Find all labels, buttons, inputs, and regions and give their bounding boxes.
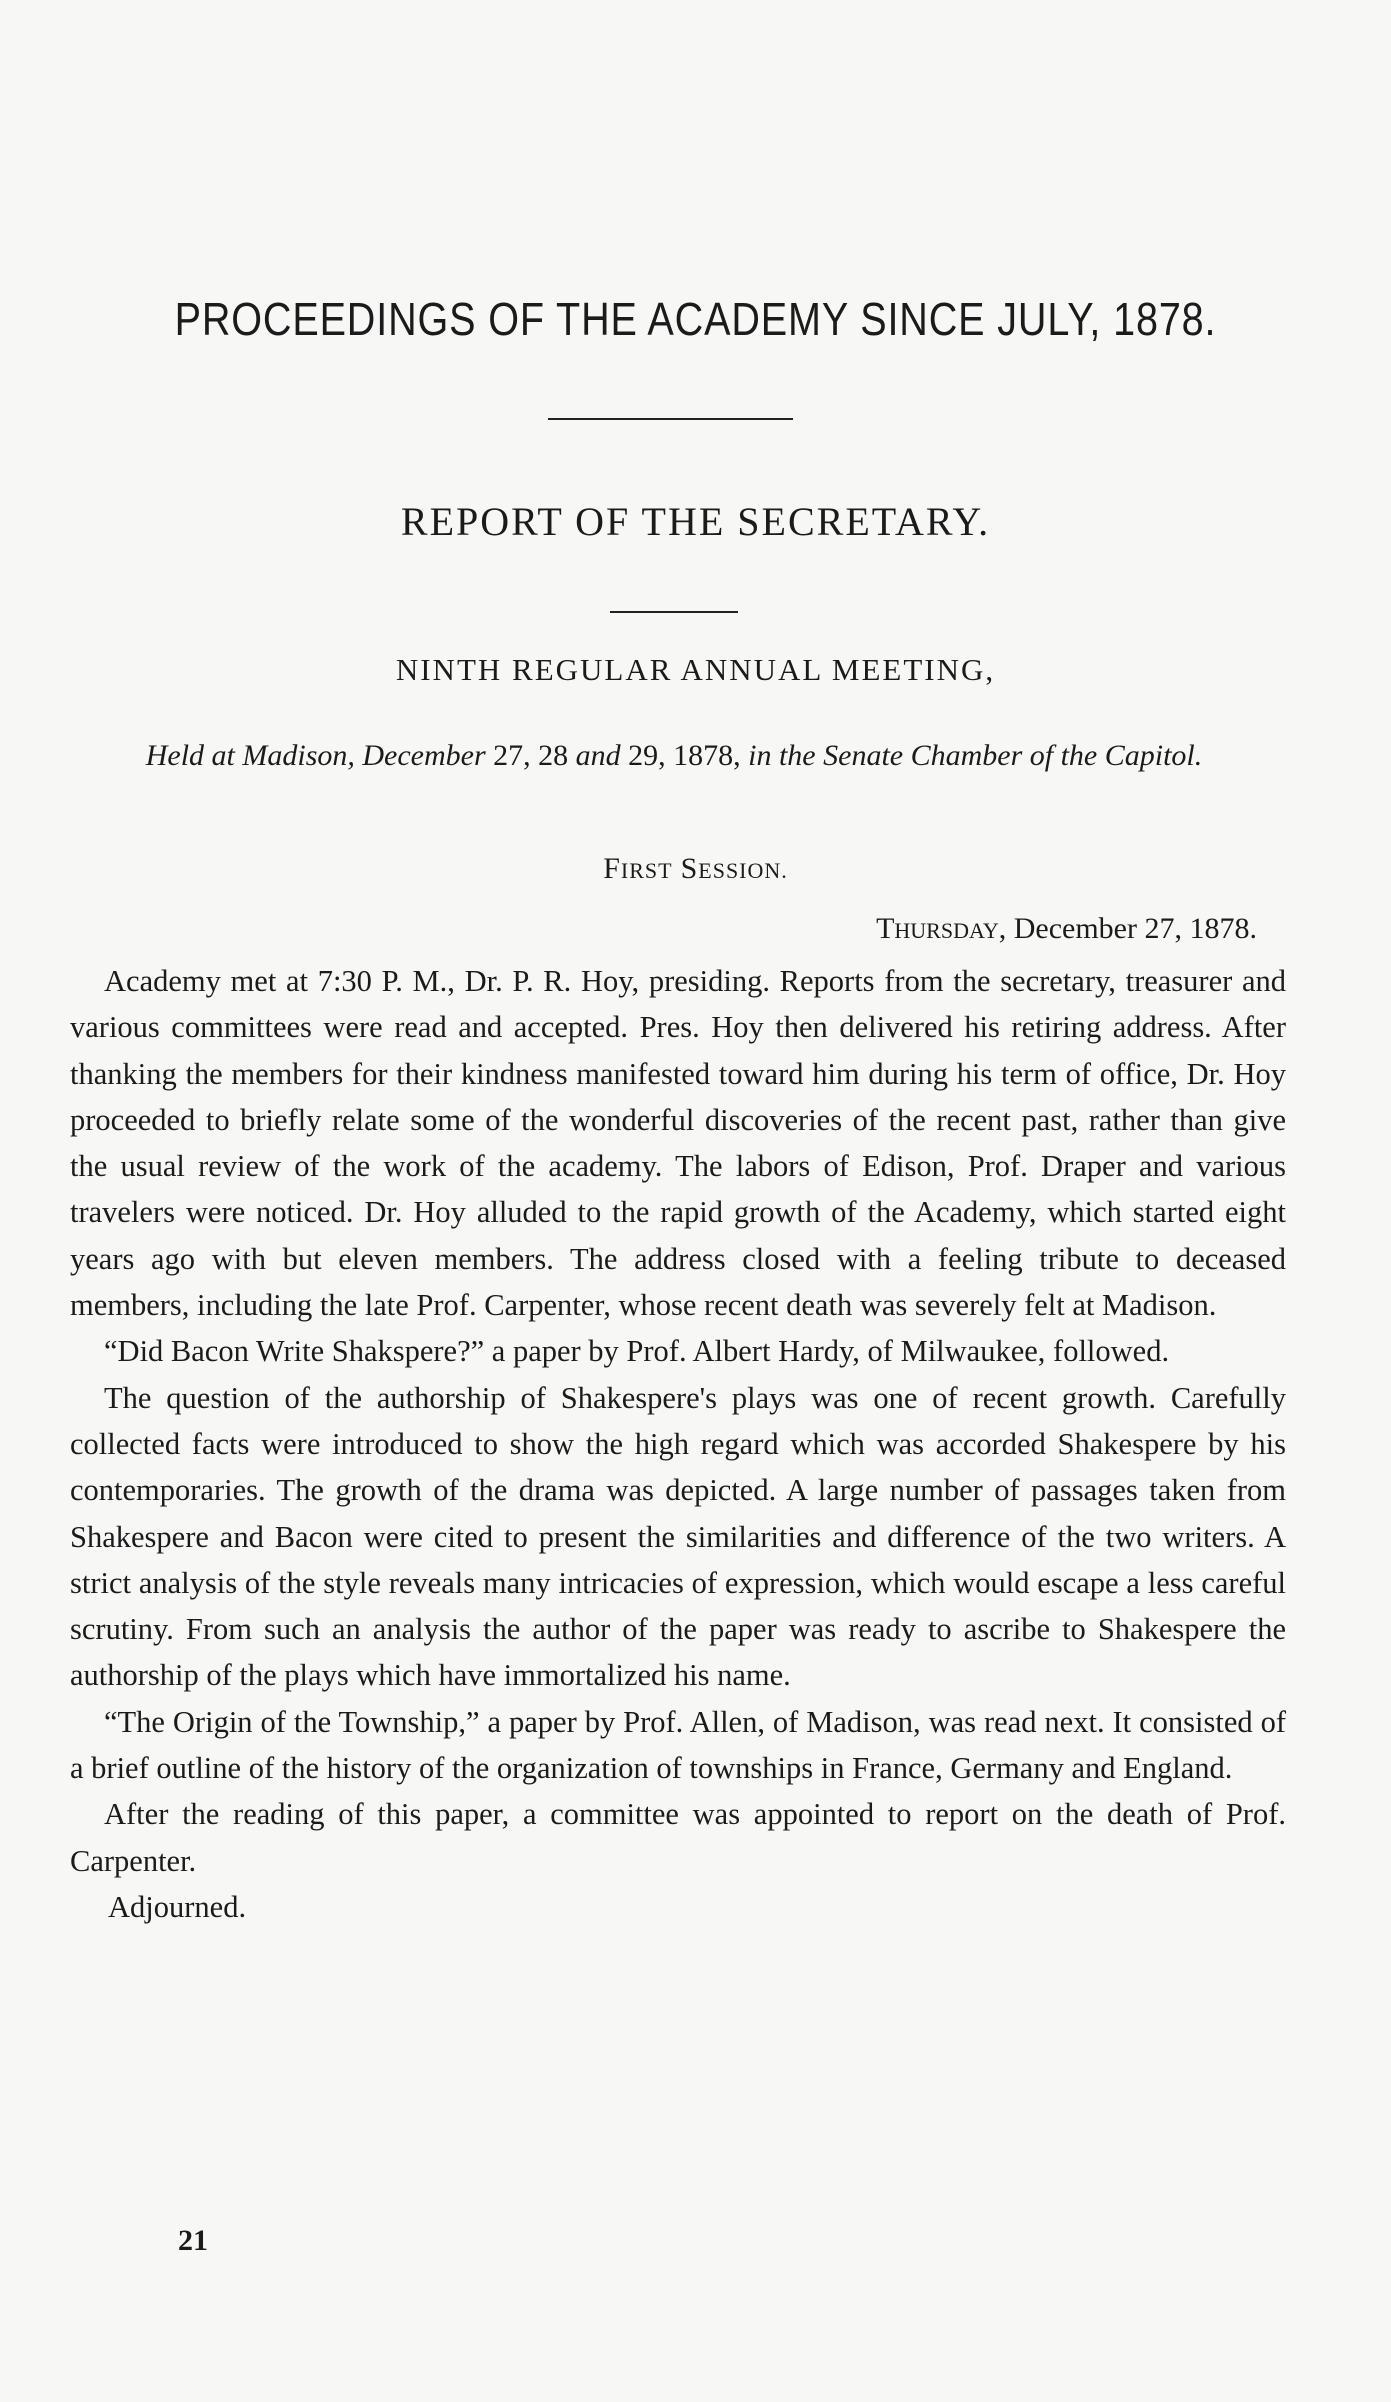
- meeting-location: [64, 734, 1284, 778]
- session-first-rest: IRST: [620, 858, 673, 883]
- session-session-cap: S: [680, 852, 699, 885]
- meeting-heading: NINTH REGULAR ANNUAL MEETING,: [395, 652, 996, 687]
- section-heading: REPORT OF THE SECRETARY.: [400, 499, 991, 544]
- report-body: [70, 958, 1286, 1930]
- session-first-cap: F: [603, 852, 621, 885]
- paragraph-opening: Academy met at 7:30 P. M., Dr. P. R. Hoy, presiding. Reports from the secretary, treasurer and various committees were read and accepted. Pres. Hoy then delivered his retiring address. After thanking the members for their kindness manifested toward him during his term of office, Dr. Hoy proceeded to briefly relate some of the wonderful discoveries of the recent past, rather than give the usual review of the work of the academy. The labors of Edison, Prof. Draper and various travelers were noticed. Dr. Hoy alluded to the rapid growth of the Academy, which started eight years ago with but eleven members. The address closed with a feeling tribute to deceased members, including the late Prof. Carpenter, whose recent death was severely felt at Madison.: [70, 964, 1286, 1323]
- paragraph-township-paper: “The Origin of the Township,” a paper by Prof. Allen, of Madison, was read next. It consisted of a brief outline of the history of the organization of townships in France, Germany and England.: [70, 1704, 1286, 1786]
- paragraph-adjourned: Adjourned.: [108, 1889, 247, 1924]
- section-divider: [610, 611, 738, 613]
- paragraph-committee: After the reading of this paper, a committee was appointed to report on the death of Prof. Carpenter.: [70, 1797, 1286, 1878]
- page-title: PROCEEDINGS OF THE ACADEMY SINCE JULY, 1878.: [174, 293, 1217, 345]
- date-rest: , December 27, 1878.: [998, 912, 1257, 945]
- held-at-text: Held at Madison, December: [145, 739, 486, 772]
- date-day-cap: T: [876, 912, 895, 945]
- held-dates-1: 27, 28: [493, 739, 569, 772]
- session-date: [876, 912, 1257, 946]
- title-divider: [548, 418, 793, 420]
- paragraph-bacon-paper: “Did Bacon Write Shakspere?” a paper by Prof. Albert Hardy, of Milwaukee, followed.: [104, 1334, 1170, 1369]
- date-day-rest: HURSDAY: [894, 918, 999, 943]
- held-and-text: and: [575, 739, 621, 772]
- session-heading: [0, 852, 1391, 886]
- session-session-rest: ESSION.: [698, 858, 788, 883]
- held-place-text: in the Senate Chamber of the Capitol.: [748, 739, 1203, 772]
- held-dates-2: 29, 1878,: [628, 739, 741, 772]
- paragraph-authorship: The question of the authorship of Shakespere's plays was one of recent growth. Carefully collected facts were introduced to show the high regard which was accorded Shakespere by his contemporaries. The growth of the drama was depicted. A large number of passages taken from Shakespere and Bacon were cited to present the similarities and difference of the two writers. A strict analysis of the style reveals many intricacies of expression, which would escape a less careful scrutiny. From such an analysis the author of the paper was ready to ascribe to Shakespere the authorship of the plays which have immortalized his name.: [70, 1380, 1286, 1693]
- page-number: 21: [178, 2224, 208, 2257]
